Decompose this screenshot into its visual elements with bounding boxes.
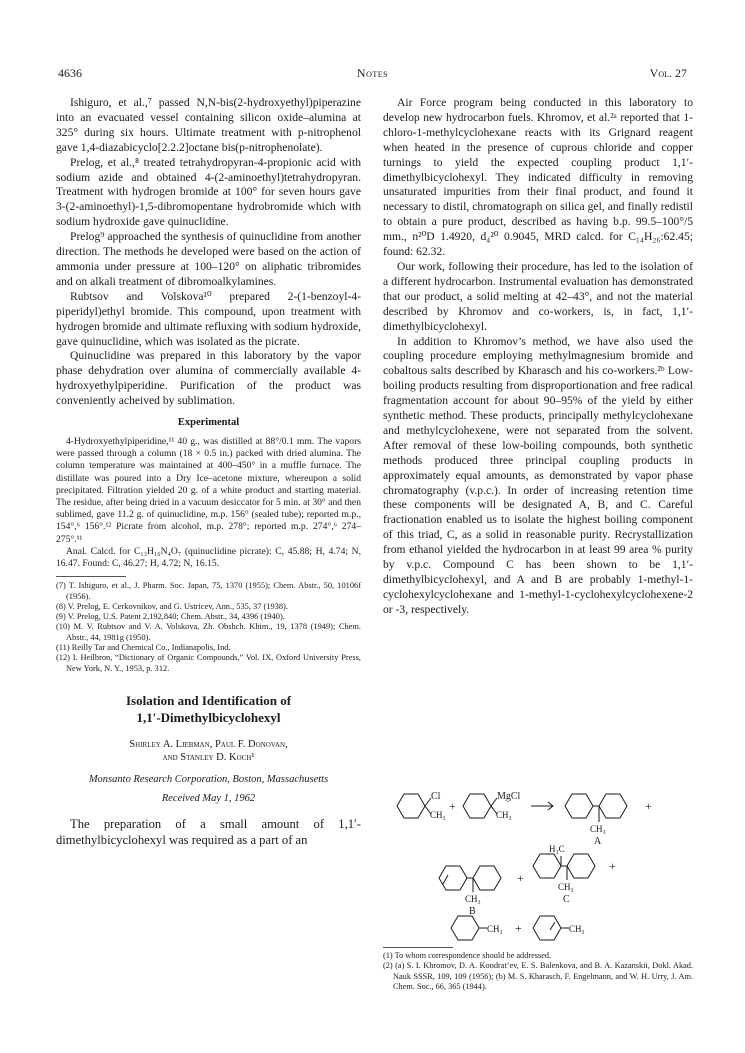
reference-item: (7) T. Ishiguro, et al., J. Pharm. Soc. Japan, 75, 1370 (1955); Chem. Abstr., 50, 10106f (1956). xyxy=(56,581,361,601)
paragraph-rubtsov: Rubtsov and Volskova¹⁰ prepared 2-(1-benzoyl-4-piperidyl)ethyl bromide. This compound, upon treatment with hydrogen bromide and ultimate refluxing with sodium hydroxide, gave quinuclidine, which was isolated as the picrate. xyxy=(56,289,361,348)
footnote-item: (1) To whom correspondence should be addressed. xyxy=(383,951,552,960)
paragraph-our-work: Our work, following their procedure, has led to the isolation of a different hydrocarbon. Instrumental evaluation has demonstrated that our product, a solid melting at 42–43°, and not the material described by Khromov and co-workers, is, in fact, 1,1′-dimethylbicyclohexyl. xyxy=(383,259,693,333)
article-title-line1: Isolation and Identification of xyxy=(125,692,292,708)
h3c-label: H₃C xyxy=(549,844,565,854)
article-opening-paragraph: The preparation of a small amount of 1,1′-dimethylbicyclohexyl was required as a part of an xyxy=(56,816,361,847)
authors-line2: and Stanley D. Koch¹ xyxy=(162,751,255,763)
methylcyclohexene-structure xyxy=(533,916,585,940)
chloro-methylcyclohexane-structure xyxy=(397,791,446,820)
cl-label: Cl xyxy=(431,791,441,802)
reference-list xyxy=(56,581,361,674)
product-a-structure xyxy=(565,794,627,847)
page-number: 4636 xyxy=(58,66,82,80)
right-column xyxy=(383,96,693,618)
article-received-date: Received May 1, 1962 xyxy=(161,792,256,804)
paragraph-quinuclidine: Quinuclidine was prepared in this laboratory by the vapor phase dehydration over alumina of commercially available 4-hydroxyethylpiperidine. Purification of the product was conveniently acheived by sublimation. xyxy=(56,349,361,408)
running-header xyxy=(58,66,687,82)
reaction-arrow xyxy=(531,802,553,810)
plus-sign: + xyxy=(517,871,524,885)
experimental-heading: Experimental xyxy=(177,417,240,429)
ch3-label: CH₃ xyxy=(496,810,512,820)
experimental-section xyxy=(56,436,361,570)
plus-sign: + xyxy=(609,859,616,873)
reaction-scheme-diagram xyxy=(383,786,693,946)
ch3-label: CH₃ xyxy=(558,882,574,892)
reference-item: (11) Reilly Tar and Chemical Co., Indianapolis, Ind. xyxy=(56,643,231,653)
article-authors xyxy=(56,738,361,764)
left-column xyxy=(56,96,361,848)
paragraph-prelog-1: Prelog, et al.,⁸ treated tetrahydropyran-4-propionic acid with sodium azide and obtained 4-(2-aminoethyl)tetrahydropyran. Treatment with hydrogen bromide at 100° for seven hours gave 3-(2-aminoethyl)-1,5-dibromopentane hydrobromide which with sodium hydroxide gave quinuclidine. xyxy=(56,155,361,229)
ch3-label: CH₃ xyxy=(487,924,503,934)
reference-item: (10) M. V. Rubtsov and V. A. Volskova, Zh. Obshch. Khim., 19, 1378 (1949); Chem. Abstr., 44, 1981g (1950). xyxy=(56,622,361,642)
ch3-label: CH₃ xyxy=(465,894,481,904)
grignard-reagent-structure xyxy=(463,791,521,820)
article-affiliation: Monsanto Research Corporation, Boston, Massachusetts xyxy=(88,773,329,785)
footnote-item: (2) (a) S. I. Khromov, D. A. Kondrat’ev, E. S. Balenkova, and B. A. Kazanskii, Dokl. Akad. Nauk SSSR, 109, 109 (1956); (b) M. S. Kharasch, F. Engelmann, and W. H. Urry, J. Am. Chem. Soc., 66, 365 (1944). xyxy=(383,961,693,991)
volume-label: Vol. 27 xyxy=(649,66,687,80)
ch3-label: CH₃ xyxy=(569,924,585,934)
product-c-structure xyxy=(533,844,595,905)
experimental-analysis: Anal. Calcd. for C₁₃H₁₆N₄O₇ (quinuclidine picrate): C, 45.88; H, 4.74; N, 16.47. Found: C, 46.27; H, 4.72; N, 16.15. xyxy=(56,545,361,570)
paragraph-ishiguro: Ishiguro, et al.,⁷ passed N,N-bis(2-hydroxyethyl)piperazine into an evacuated vessel containing silicon oxide–alumina at 325° during six hours. Ultimate treatment with p-nitrophenol gave 1,4-diazabicyclo[2.2.2]octane bis(p-nitrophenolate). xyxy=(56,96,361,154)
reference-item: (8) V. Prelog, E. Cerkovnikov, and G. Ustricev, Ann., 535, 37 (1938). xyxy=(56,601,288,611)
methylcyclohexane-structure xyxy=(451,916,503,940)
authors-line1: Shirley A. Liebman, Paul F. Donovan, xyxy=(129,738,288,750)
label-c: C xyxy=(563,894,570,905)
article-opening xyxy=(56,816,361,848)
product-b-structure xyxy=(439,866,501,917)
mgcl-label: MgCl xyxy=(497,791,521,802)
reference-item: (12) I. Heilbron, “Dictionary of Organic Compounds,” Vol. IX, Oxford University Press, New York, N. Y., 1953, p. 312. xyxy=(56,653,361,673)
article-title xyxy=(56,692,361,726)
plus-sign: + xyxy=(645,799,652,813)
footnote-divider xyxy=(383,947,453,948)
paragraph-kharasch: In addition to Khromov’s method, we have also used the coupling procedure employing methylmagnesium bromide and cobaltous salts described by Kharasch and his co-workers.²ᵇ Low-boiling products resulting from disproportionation and free radical fragmentation account for about 90–95% of the yield by either synthetic method. These products, principally methylcyclohexane and methylcyclohexene, were not separated from the solvent. After removal of these low-boiling compounds, both synthetic methods produced three principal coupling products in approximately equal amounts, as demonstrated by vapor phase chromatography (v.p.c.). In order of increasing retention time these components will be designated A, B, and C. Careful fractionation enabled us to isolate the highest boiling component of this triad, C, as a solid in reasonable purity. Recrystallization from ethanol yielded the hydrocarbon in at least 99 area % purity by v.p.c. Compound C has been shown to be 1,1′-dimethylbicyclohexyl, and A and B are probably 1-methyl-1-cyclohexylcyclohexane and 1-methyl-1-cyclohexylcyclohexene-2 or -3, respectively. xyxy=(383,334,693,616)
article-title-line2: 1,1′-Dimethylbicyclohexyl xyxy=(136,709,281,725)
reference-item: (9) V. Prelog, U.S. Patent 2,192,840; Chem. Abstr., 34, 4396 (1940). xyxy=(56,612,285,622)
section-title: Notes xyxy=(356,66,389,80)
label-a: A xyxy=(594,836,602,847)
experimental-procedure: 4-Hydroxyethylpiperidine,¹¹ 40 g., was distilled at 88°/0.1 mm. The vapors were passed through a column (18 × 0.5 in.) packed with dried alumina. The column temperature was maintained at 400–450° in a muffle furnace. The distillate was poured into a Dry Ice–acetone mixture, whereupon a solid precipitated. Filtration yielded 20 g. of a white product and starting material. The residue, after being dried in a vacuum desiccator for 5 min. at 30° and then sublimed, gave 11.2 g. of quinuclidine, m.p. 156° (sealed tube); reported m.p., 154°,⁶ 156°.¹² Picrate from alcohol, m.p. 278°; reported m.p. 274°,⁶ 274–275°.¹¹ xyxy=(56,436,361,545)
ch3-label: CH₃ xyxy=(590,824,606,834)
paragraph-prelog-2: Prelog⁹ approached the synthesis of quinuclidine from another direction. The methods he developed were based on the action of ammonia under pressure at 100–120° on aliphatic tribromides and on alkali treatment of dibromoalkylamines. xyxy=(56,230,361,288)
label-b: B xyxy=(469,906,476,917)
plus-sign: + xyxy=(515,921,522,935)
footnote-list xyxy=(383,951,693,992)
paragraph-khromov: Air Force program being conducted in this laboratory to develop new hydrocarbon fuels. Khromov, et al.²ᵃ reported that 1-chloro-1-methylcyclohexane reacts with its Grignard reagent when heated in the presence of cuprous chloride and copper turnings to yield the expected coupling product 1,1′-dimethylbicyclohexyl. They indicated difficulty in removing unsaturated impurities from their final product, and found it necessary to distil, chromatograph on silica gel, and finally redistil to obtain a pure product, described as having b.p. 99.5–100°/5 mm., n²⁰D 1.4920, d₄²⁰ 0.9045, MRD calcd. for C₁₄H₂₆:62.45; found: 62.32. xyxy=(383,96,693,259)
plus-sign: + xyxy=(449,799,456,813)
reaction-scheme xyxy=(383,786,693,946)
references-divider xyxy=(56,576,126,577)
ch3-label: CH₃ xyxy=(430,810,446,820)
